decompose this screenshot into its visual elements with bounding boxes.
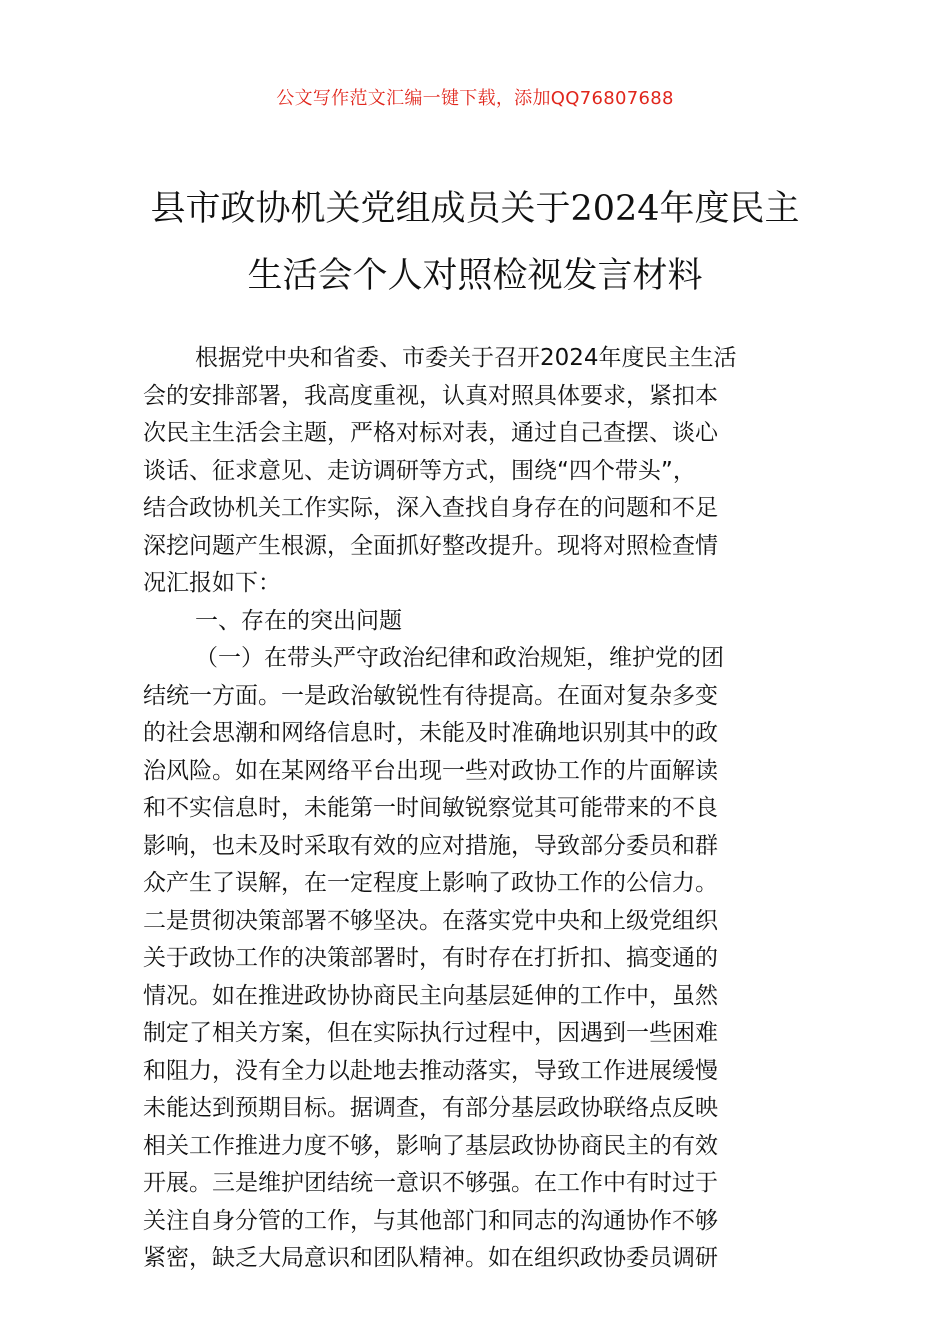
body-line: 二是贯彻决策部署不够坚决。在落实党中央和上级党组织	[143, 907, 718, 934]
subsection-heading: （一）在带头严守政治纪律和政治规矩，维护党的团	[195, 645, 724, 671]
body-line: 开展。三是维护团结统一意识不够强。在工作中有时过于	[143, 1170, 718, 1196]
body-line: 紧密，缺乏大局意识和团队精神。如在组织政协委员调研	[143, 1245, 718, 1271]
body-line: 制定了相关方案，但在实际执行过程中，因遇到一些困难	[143, 1020, 718, 1046]
section-heading: 一、存在的突出问题	[195, 607, 402, 634]
document-title-line-1: 县市政协机关党组成员关于2024年度民主	[150, 189, 800, 229]
body-line: 和不实信息时，未能第一时间敏锐察觉其可能带来的不良	[143, 795, 718, 821]
body-line: 治风险。如在某网络平台出现一些对政协工作的片面解读	[143, 757, 718, 784]
body-line: 影响，也未及时采取有效的应对措施，导致部分委员和群	[143, 832, 718, 859]
body-line: 关注自身分管的工作，与其他部门和同志的沟通协作不够	[143, 1207, 718, 1234]
document-body	[143, 340, 808, 1278]
document-title-line-2: 生活会个人对照检视发言材料	[247, 256, 703, 296]
body-line: 结统一方面。一是政治敏锐性有待提高。在面对复杂多变	[143, 682, 718, 709]
body-line: 况汇报如下：	[143, 570, 281, 596]
body-line: 关于政协工作的决策部署时，有时存在打折扣、搞变通的	[143, 945, 718, 971]
body-line: 情况。如在推进政协协商民主向基层延伸的工作中，虽然	[143, 982, 718, 1009]
body-line: 深挖问题产生根源，全面抓好整改提升。现将对照检查情	[143, 532, 718, 559]
body-line: 未能达到预期目标。据调查，有部分基层政协联络点反映	[143, 1095, 718, 1121]
body-line: 会的安排部署，我高度重视，认真对照具体要求，紧扣本	[143, 382, 718, 409]
body-line: 众产生了误解，在一定程度上影响了政协工作的公信力。	[143, 870, 718, 896]
download-ad-banner[interactable]: 公文写作范文汇编一键下载，添加QQ76807688	[276, 88, 674, 109]
body-line: 结合政协机关工作实际，深入查找自身存在的问题和不足	[143, 495, 718, 521]
body-line: 的社会思潮和网络信息时，未能及时准确地识别其中的政	[143, 720, 718, 746]
body-line: 谈话、征求意见、走访调研等方式，围绕“四个带头”，	[143, 457, 696, 484]
body-line: 次民主生活会主题，严格对标对表，通过自己查摆、谈心	[143, 420, 718, 446]
body-line: 和阻力，没有全力以赴地去推动落实，导致工作进展缓慢	[143, 1057, 718, 1084]
body-line: 相关工作推进力度不够，影响了基层政协协商民主的有效	[143, 1132, 718, 1159]
body-line: 根据党中央和省委、市委关于召开2024年度民主生活	[195, 345, 737, 371]
